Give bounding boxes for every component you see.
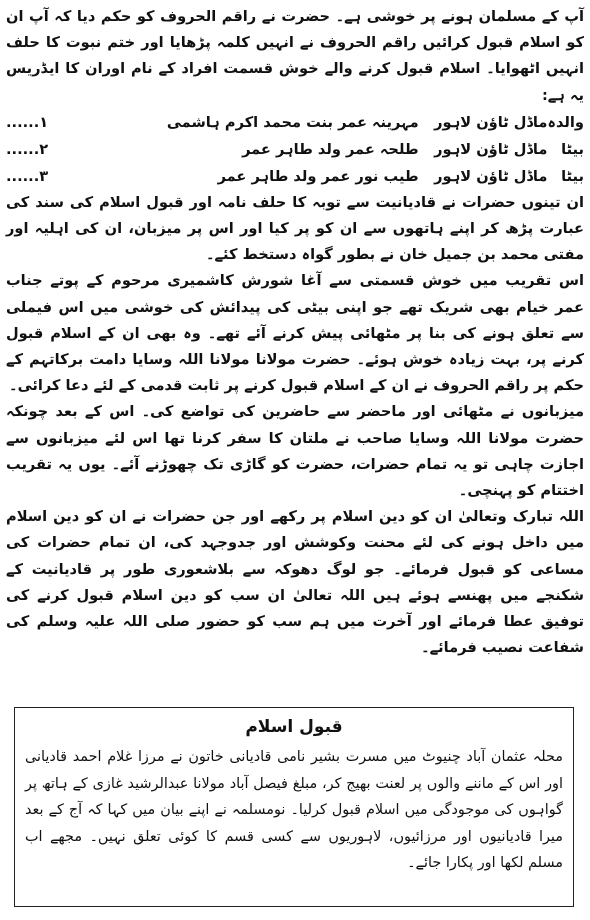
relation: بیٹا	[561, 167, 584, 185]
paragraph-prayer: اللہ تبارک وتعالیٰ ان کو دین اسلام پر رکھے اور جن حضرات نے ان کو دین اسلام میں داخل ہونے کی لئے محنت وکوشش اور جدوجہد کی، ان تمام حضرات کی مساعی کو قبول فرمائے۔ جو لوگ دھوکہ سے بلاشعوری طور پر قادیانیت کے شکنجے میں پھنسے ہوئے ہیں اللہ تعالیٰ ان سب کو دین اسلام قبول کرنے کی توفیق عطا فرمائے اور آخرت میں ہم سب کو حضور صلی اللہ علیہ وسلم کی شفاعت نصیب فرمائے۔	[6, 508, 584, 657]
relation: والدہ	[547, 113, 584, 131]
list-item	[6, 109, 584, 136]
address-place: ماڈل ٹاؤن لاہور	[434, 140, 548, 158]
person-name: طلحہ عمر ولد طاہر عمر	[242, 140, 419, 158]
item-number: ۲......	[6, 140, 49, 158]
person-name: طیب نور عمر ولد طاہر عمر	[217, 167, 419, 185]
address-place: ماڈل ٹاؤن لاہور	[434, 167, 548, 185]
paragraph-hosts: میزبانوں نے مٹھائی اور ماحضر سے حاضرین کی تواضع کی۔ اس کے بعد چونکہ حضرت مولانا اللہ وسایا صاحب نے ملتان کا سفر کرنا تھا اس لئے میزبانوں سے اجازت چاہی تو یہ تمام حضرات، حضرت کو گاڑی تک چھوڑنے آئے۔ یوں یہ تقریب اختتام کو پہنچی۔	[6, 403, 584, 500]
box-title: قبول اسلام	[245, 717, 343, 737]
list-item	[6, 163, 584, 190]
address-place: ماڈل ٹاؤن لاہور	[434, 113, 548, 131]
list-item	[6, 136, 584, 163]
relation: بیٹا	[561, 140, 584, 158]
paragraph-oath: ان تینوں حضرات نے قادیانیت سے توبہ کا حلف نامہ اور قبول اسلام کی سند کی عبارت پڑھ کر اپنے ہاتھوں سے ان کو پر کیا اور اس پر میزبان، ان کی اہلیہ اور مفتی محمد بن جمیل خان نے بطور گواہ دستخط کئے۔	[6, 193, 584, 264]
person-name: مہرینہ عمر بنت محمد اکرم ہاشمی	[166, 113, 419, 131]
address-list	[6, 109, 584, 190]
item-number: ۱......	[6, 113, 49, 131]
article-body	[6, 4, 584, 661]
paragraph-ceremony: اس تقریب میں خوش قسمتی سے آغا شورش کاشمیری مرحوم کے پوتے جناب عمر خیام بھی شریک تھے جو اپنی بیٹی کی پیدائش کی خوشی میں اس فیملی سے تعلق ہونے کی بنا پر مٹھائی پیش کرنے آئے تھے۔ وہ بھی ان کے اسلام قبول کرنے پر، بہت زیادہ خوش ہوئے۔ حضرت مولانا مولانا اللہ وسایا دامت برکاتہم کے حکم پر راقم الحروف نے ان کے اسلام قبول کرنے پر ثابت قدمی کے لئے دعا کرائی۔	[6, 272, 584, 395]
item-number: ۳......	[6, 167, 49, 185]
news-box	[14, 707, 574, 907]
box-text: محلہ عثمان آباد چنیوٹ میں مسرت بشیر نامی قادیانی خاتون نے مرزا غلام احمد قادیانی اور اس کے ماننے والوں پر لعنت بھیج کر، مبلغ فیصل آباد مولانا عبدالرشید غازی کے ہاتھ پر گواہوں کی موجودگی میں اسلام قبول کرلیا۔ نومسلمہ نے اپنے بیان میں کہا کہ آج کے بعد میرا قادیانیوں اور مرزائیوں، لاہوریوں سے کسی قسم کا کوئی تعلق نہیں۔ مجھے اب مسلم لکھا اور پکارا جائے۔	[25, 749, 563, 871]
intro-paragraph: آپ کے مسلمان ہونے پر خوشی ہے۔ حضرت نے راقم الحروف کو حکم دیا کہ آپ ان کو اسلام قبول کرائیں راقم الحروف نے انہیں کلمہ پڑھایا اور ختم نبوت کا حلف انہیں اٹھوایا۔ اسلام قبول کرنے والے خوش قسمت افراد کے نام اوران کا ایڈریس یہ ہے:	[6, 8, 584, 104]
